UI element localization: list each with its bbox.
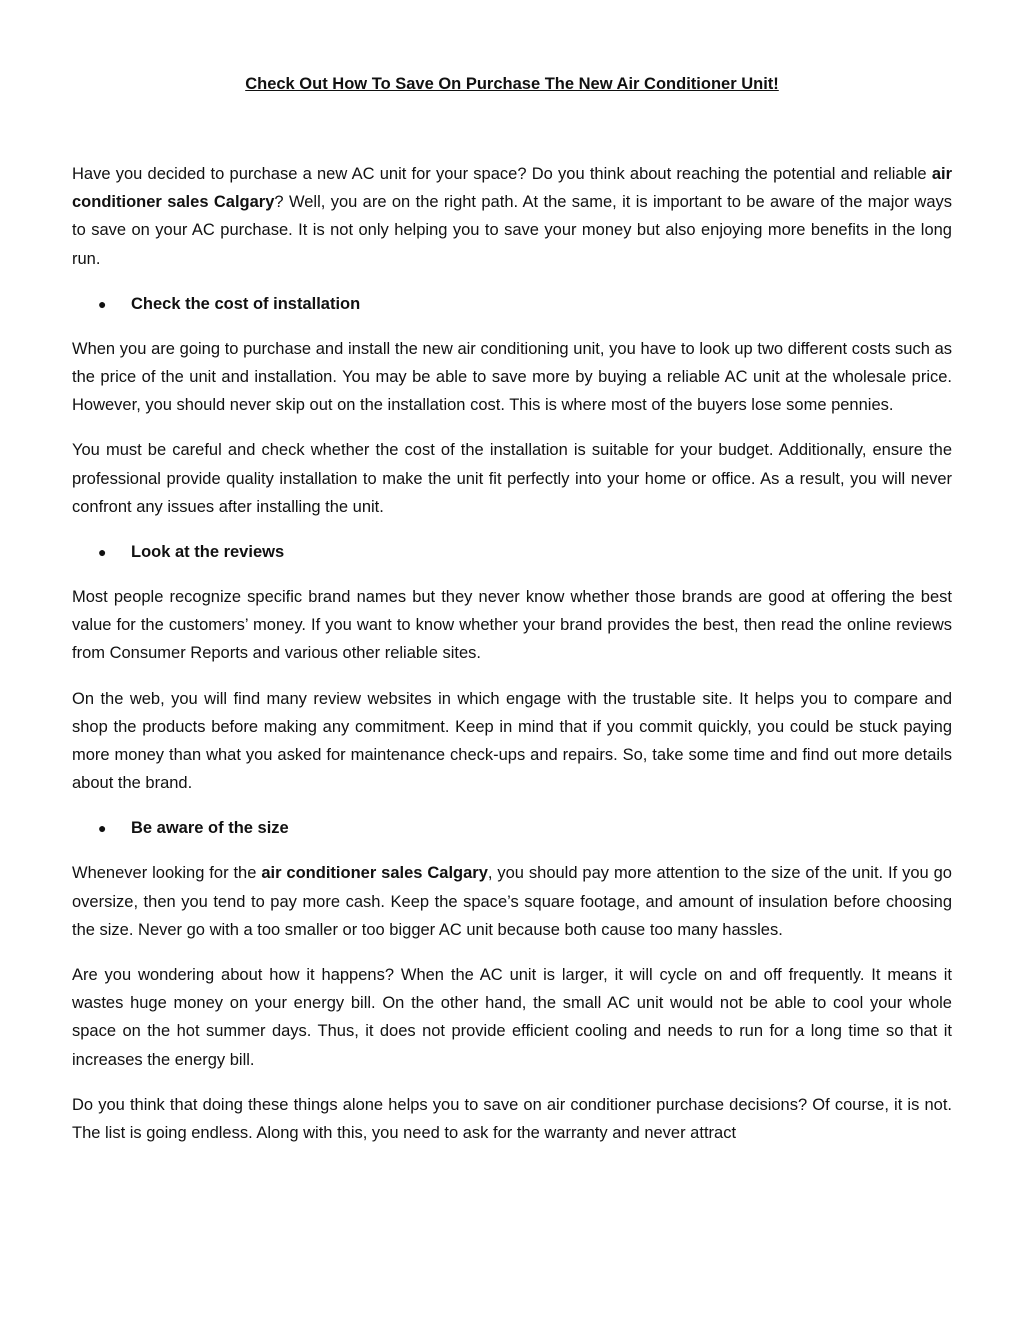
- size-lead-text-1: Whenever looking for the: [72, 864, 262, 883]
- size-lead-keyword: air conditioner sales Calgary: [261, 864, 488, 883]
- bullet-icon: ●: [98, 544, 107, 561]
- section-heading-text: Look at the reviews: [131, 543, 285, 562]
- size-lead-paragraph: [72, 859, 952, 944]
- document-title: Check Out How To Save On Purchase The New Air Conditioner Unit!: [245, 75, 779, 93]
- intro-keyword: air conditioner sales Calgary: [72, 165, 952, 212]
- paragraph: On the web, you will find many review websites in which engage with the trustable site. It helps you to compare and shop the products before making any commitment. Keep in mind that if you commit quickly, you could be stuck paying more money than what you asked for maintenance check-ups and repairs. So, take some time and find out more details about the brand.: [72, 689, 952, 793]
- paragraph: When you are going to purchase and install the new air conditioning unit, you have to look up two different costs such as the price of the unit and installation. You may be able to save more by buying a reliable AC unit at the wholesale price. However, you should never skip out on the installation cost. This is where most of the buyers lose some pennies.: [72, 339, 952, 415]
- section-heading-reviews: [72, 538, 952, 566]
- bullet-icon: ●: [98, 295, 107, 312]
- intro-paragraph: [72, 160, 952, 273]
- section-heading-text: Check the cost of installation: [131, 294, 361, 313]
- section-heading-text: Be aware of the size: [131, 819, 289, 838]
- document-body: [72, 160, 952, 1164]
- bullet-icon: ●: [98, 820, 107, 837]
- intro-text-2: ? Well, you are on the right path. At the same, it is important to be aware of the major ways to save on your AC purchase. It is not only helping you to save your money but also enjoying more benefits in the long run.: [72, 193, 952, 268]
- paragraph: Most people recognize specific brand names but they never know whether those brands are good at offering the best value for the customers’ money. If you want to know whether your brand provides the best, then read the online reviews from Consumer Reports and various other reliable sites.: [72, 588, 952, 663]
- paragraph: Are you wondering about how it happens? When the AC unit is larger, it will cycle on and off frequently. It means it wastes huge money on your energy bill. On the other hand, the small AC unit would not be able to cool your whole space on the hot summer days. Thus, it does not provide efficient cooling and needs to run for a long time so that it increases the energy bill.: [72, 966, 952, 1069]
- section-heading-installation: [72, 290, 952, 318]
- intro-text-1: Have you decided to purchase a new AC unit for your space? Do you think about reaching the potential and reliable: [72, 165, 932, 183]
- closing-paragraph: Do you think that doing these things alone helps you to save on air conditioner purchase decisions? Of course, it is not. The list is going endless. Along with this, you need to ask for the warranty and never attract: [72, 1095, 952, 1143]
- section-heading-size: [72, 814, 952, 842]
- paragraph: You must be careful and check whether the cost of the installation is suitable for your budget. Additionally, ensure the professional provide quality installation to make the unit fit perfectly into your home or office. As a result, you will never confront any issues after installing the unit.: [72, 441, 952, 516]
- size-lead-text-2: , you should pay more attention to the size of the unit. If you go oversize, then you tend to pay more cash. Keep the space’s square footage, and amount of insulation before choosing the size. Never go with a too smaller or too bigger AC unit because both cause too many hassles.: [72, 864, 952, 939]
